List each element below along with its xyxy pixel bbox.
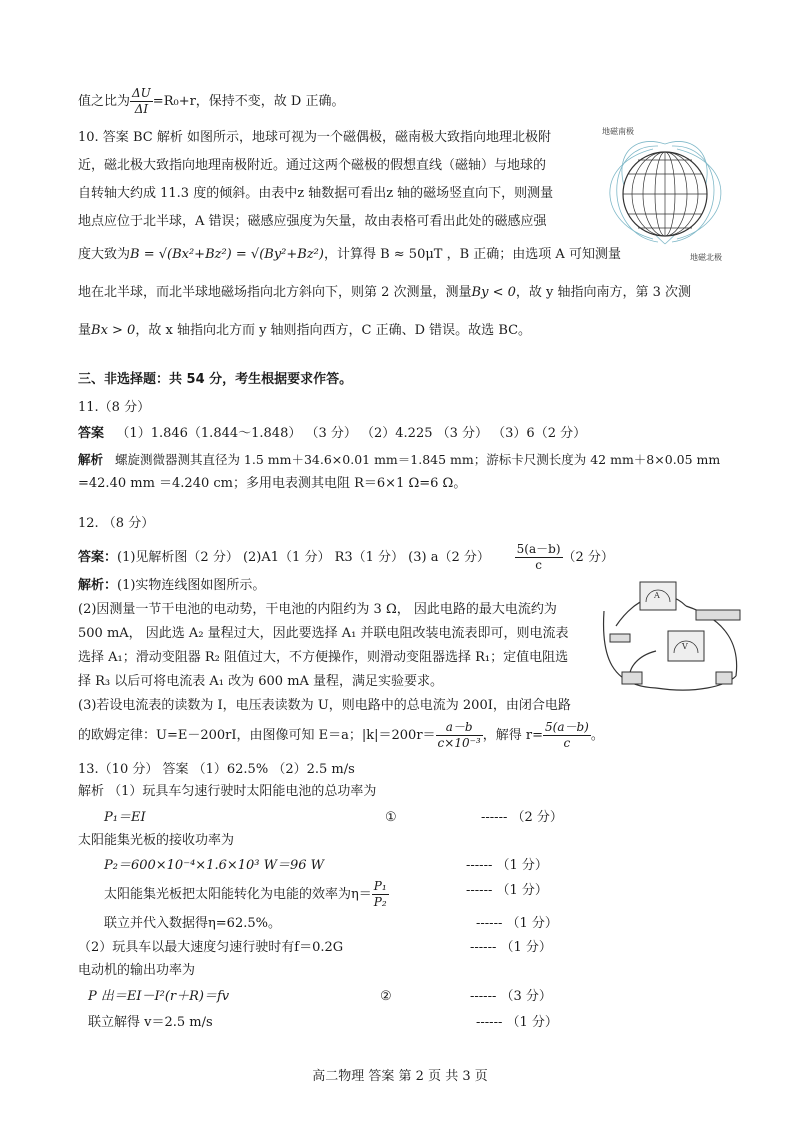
q13-text-5: （2）玩具车以最大速度匀速行驶时有f＝0.2G [78, 940, 344, 955]
fig-label-south: 地磁南极 [602, 127, 634, 136]
q13-eq-2: P₂＝600×10⁻⁴×1.6×10³ W＝96 W [104, 858, 325, 873]
q13-exp-1: 解析 （1）玩具车匀速行驶时太阳能电池的总功率为 [78, 784, 377, 799]
intro-line [78, 86, 344, 117]
q13-circle-2: ② [380, 989, 392, 1004]
q13-text-3: 太阳能集光板把太阳能转化为电能的效率为η＝ $\frac{\text{P₁}}{\text{P₂}}$ [104, 879, 387, 909]
q11-head: 11.（8 分） [78, 400, 151, 415]
page-footer: 高二物理 答案 第 2 页 共 3 页 [312, 1069, 488, 1084]
q10-line-4: 地点应位于北半球，A 错误；磁感应强度为矢量，故由表格可看出此处的磁感应强 [78, 214, 547, 229]
q13-text-8: 联立解得 v＝2.5 m/s [88, 1015, 213, 1030]
q13-score-3: ------ （1 分） [466, 883, 548, 898]
q13-score-5: ------ （1 分） [470, 940, 552, 955]
q11-exp-1: 解析 螺旋测微器测其直径为 1.5 mm＋34.6×0.01 mm＝1.845 mm；游标卡尺测长度为 42 mm＋8×0.05 mm [78, 452, 721, 467]
q12-exp-2: (2)因测量一节干电池的电动势，干电池的内阻约为 3 Ω， 因此电路的最大电流约为 [78, 602, 557, 617]
q12-exp-4: 选择 A₁；滑动变阻器 R₂ 阻值过大，不方便操作，则滑动变阻器选择 R₁；定值电阻选 [78, 650, 569, 665]
q12-answer-fraction: $\frac{5(a-b)}{c}$ [516, 542, 561, 572]
r-fraction: $\frac{5(a-b)}{c}$ [545, 720, 589, 750]
q11-exp-2: =42.40 mm ＝4.240 cm；多用电表测其电阻 R＝6×1 Ω=6 Ω。 [78, 476, 467, 491]
q13-text-2: 太阳能集光板的接收功率为 [78, 833, 235, 848]
q12-exp-7: 的欧姆定律：U=E－200rI，由图像可知 E＝a；|k|＝200r＝ $\frac{a-b}{\text{c×10⁻³}}$ ，解得 r= $\frac{5(a-b)}{c}$ 。 [78, 720, 604, 750]
q10-line-6: 地在北半球，而北半球地磁场指向北方斜向下，则第 2 次测量，测量By < 0，故 y 轴指向南方，第 3 次测 [78, 285, 692, 300]
q13-score-7: ------ （3 分） [470, 989, 552, 1004]
q12-head: 12. （8 分） [78, 516, 155, 531]
q13-circle-1: ① [385, 810, 397, 825]
intro-fraction: $\frac{\Delta U}{\Delta I}$ [132, 86, 151, 116]
q13-eq-7: P 出＝EI－I²(r＋R)＝fv [88, 989, 230, 1004]
magnitude-formula: B = √(Bx²+Bz²) = √(By²+Bz²) [130, 247, 324, 262]
q10-line-7: 量Bx > 0，故 x 轴指向北方而 y 轴则指向西方，C 正确、D 错误。故选 BC。 [78, 323, 532, 338]
q10-line-2: 近，磁北极大致指向地理南极附近。通过这两个磁极的假想直线（磁轴）与地球的 [78, 158, 547, 173]
circuit-figure [596, 576, 746, 696]
q12-exp-6: (3)若设电流表的读数为 I，电压表读数为 U，则电路中的总电流为 200I，由闭合电路 [78, 698, 571, 713]
ammeter-label: A [654, 591, 660, 600]
q10-line-5: 度大致为B = √(Bx²+Bz²) = √(By²+Bz²)，计算得 B ≈ 50μT ，B 正确；由选项 A 可知测量 [78, 247, 621, 262]
earth-globe-diagram [598, 124, 733, 264]
efficiency-fraction: $\frac{\text{P₁}}{\text{P₂}}$ [373, 879, 387, 909]
q13-score-1: ------ （2 分） [481, 810, 563, 825]
q13-score-2: ------ （1 分） [466, 858, 548, 873]
q13-score-4: ------ （1 分） [476, 916, 558, 931]
q12-exp-5: 择 R₃ 以后可将电流表 A₁ 改为 600 mA 量程，满足实验要求。 [78, 674, 444, 689]
intro-prefix: 值之比为 [78, 94, 131, 109]
q12-exp-1: 解析：(1)实物连线图如图所示。 [78, 578, 266, 593]
intro-suffix: =R₀+r，保持不变，故 D 正确。 [152, 94, 345, 109]
q11-answer: 答案 （1）1.846（1.844～1.848） （3 分） （2）4.225 （3 分） （3）6（2 分） [78, 426, 587, 441]
fig-label-north: 地磁北极 [690, 253, 722, 262]
q10-line-1: 10. 答案 BC 解析 如图所示，地球可视为一个磁偶极，磁南极大致指向地理北极附 [78, 130, 551, 145]
q13-score-8: ------ （1 分） [476, 1015, 558, 1030]
q12-answer: 答案：(1)见解析图（2 分） (2)A1（1 分） R3（1 分） (3) a（2 分） $\frac{5(a-b)}{c}$ （2 分） [78, 542, 614, 572]
earth-magnetic-figure [598, 124, 733, 264]
slope-fraction: $\frac{a-b}{\text{c×10⁻³}}$ [437, 720, 481, 750]
q12-exp-3: 500 mA， 因此选 A₂ 量程过大，因此要选择 A₁ 并联电阻改装电流表即可，则电流表 [78, 626, 569, 641]
q10-line-3: 自转轴大约成 11.3 度的倾斜。由表中z 轴数据可看出z 轴的磁场竖直向下，则测量 [78, 186, 554, 201]
q13-text-4: 联立并代入数据得η=62.5%。 [104, 916, 281, 931]
circuit-diagram [596, 576, 746, 696]
q13-head: 13.（10 分） 答案 （1）62.5% （2）2.5 m/s [78, 762, 355, 777]
q13-eq-1: P₁＝EI [104, 810, 146, 825]
voltmeter-label: V [682, 642, 688, 651]
section-3-heading: 三、非选择题：共 54 分，考生根据要求作答。 [78, 372, 353, 387]
q13-text-6: 电动机的输出功率为 [78, 963, 196, 978]
